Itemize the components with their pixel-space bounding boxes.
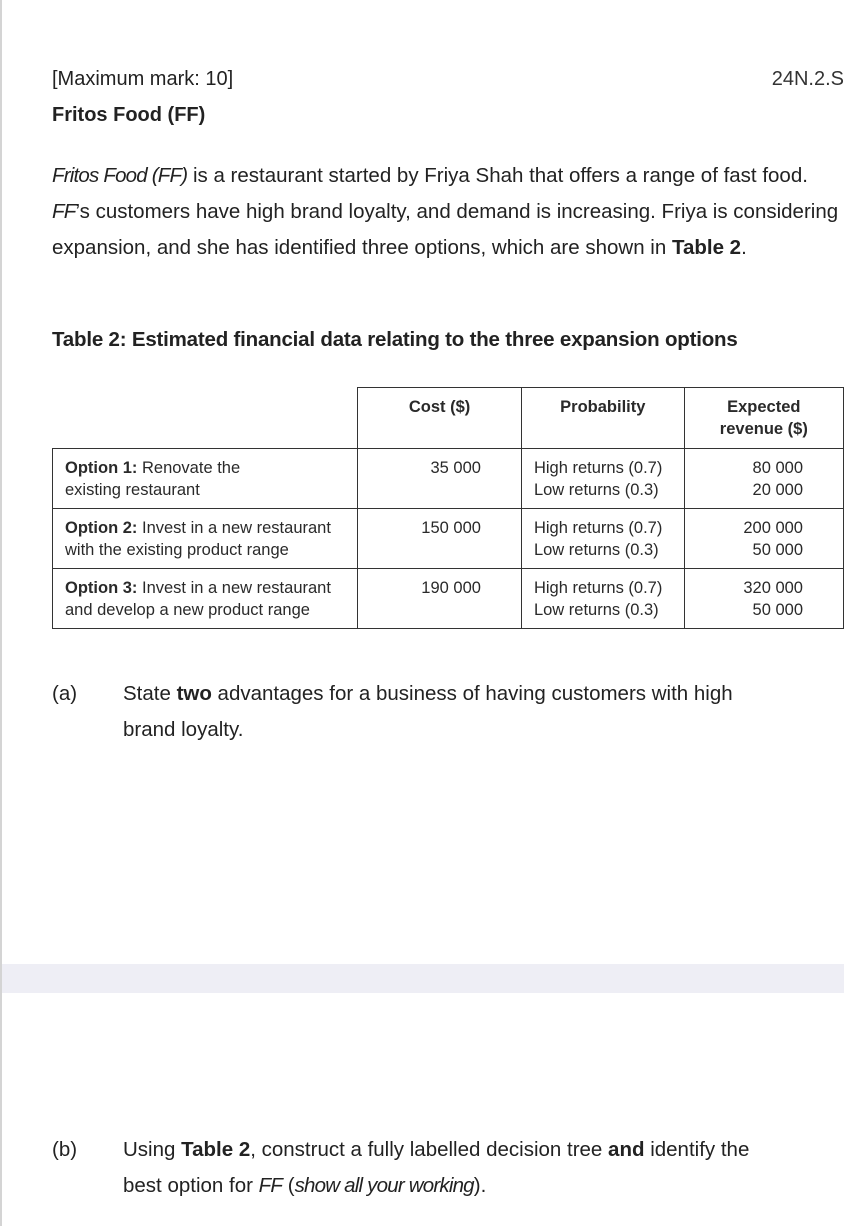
- header-cost: Cost ($): [358, 388, 522, 449]
- prob-high: High returns (0.7): [533, 459, 663, 477]
- option-cell: [53, 509, 358, 569]
- maximum-mark: [Maximum mark: 10]: [52, 68, 234, 90]
- question-a-pre: State: [123, 682, 177, 705]
- prob-high: High returns (0.7): [533, 579, 663, 597]
- intro-text-2: ’s customers have high brand loyalty, and demand is increasing. Friya is considering expansion, and she has identified three options, which are shown in: [52, 200, 839, 259]
- case-title: Fritos Food (FF): [52, 104, 206, 126]
- option-label: Option 3:: [65, 579, 138, 597]
- probability-cell: [521, 509, 684, 569]
- question-b-ff: FF: [258, 1174, 283, 1197]
- intro-ff-abbrev: FF: [52, 200, 76, 223]
- cost-cell: 35 000: [358, 449, 522, 509]
- option-desc-line2: and develop a new product range: [65, 601, 310, 619]
- option-label: Option 2:: [65, 519, 138, 537]
- expansion-options-table: [52, 387, 844, 629]
- prob-low: Low returns (0.3): [533, 541, 659, 559]
- question-b-mid2: identify the best option for: [123, 1138, 750, 1197]
- intro-paragraph: [52, 158, 842, 266]
- option-desc-line1: Renovate the: [137, 459, 241, 477]
- header-blank-cell: [53, 388, 358, 449]
- page-left-edge: [0, 0, 2, 1226]
- header-row: [52, 68, 844, 96]
- question-a-text: [123, 676, 773, 748]
- question-b-mid: , construct a fully labelled decision tree: [250, 1138, 609, 1161]
- revenue-high: 320 000: [743, 579, 803, 597]
- option-desc-line1: Invest in a new restaurant: [137, 579, 331, 597]
- question-b-note: show all your working: [294, 1174, 474, 1197]
- header-expected-revenue: [684, 388, 843, 449]
- intro-table-ref: Table 2: [671, 236, 742, 259]
- table-caption: Table 2: Estimated financial data relating to the three expansion options: [52, 328, 738, 351]
- option-desc-line1: Invest in a new restaurant: [137, 519, 331, 537]
- prob-high: High returns (0.7): [533, 519, 663, 537]
- question-b-text: [123, 1132, 773, 1204]
- revenue-cell: [684, 509, 843, 569]
- probability-cell: [521, 569, 684, 629]
- question-code: 24N.2.S: [771, 68, 844, 90]
- intro-end: .: [741, 236, 747, 259]
- intro-company-name: Fritos Food (FF): [52, 164, 188, 187]
- question-a-bold: two: [176, 682, 212, 705]
- option-label: Option 1:: [65, 459, 138, 477]
- table-row: [53, 509, 844, 569]
- header-revenue-line2: revenue ($): [719, 420, 808, 438]
- cost-cell: 150 000: [358, 509, 522, 569]
- revenue-cell: [684, 569, 843, 629]
- question-b-paren-open: (: [282, 1174, 295, 1197]
- cost-cell: 190 000: [358, 569, 522, 629]
- option-cell: [53, 569, 358, 629]
- revenue-high: 200 000: [743, 519, 803, 537]
- table-header-row: [53, 388, 844, 449]
- question-b-table-ref: Table 2: [181, 1138, 251, 1161]
- prob-low: Low returns (0.3): [533, 481, 659, 499]
- question-b-paren-close: ).: [473, 1174, 487, 1197]
- prob-low: Low returns (0.3): [533, 601, 659, 619]
- header-revenue-line1: Expected: [727, 398, 801, 416]
- option-cell: [53, 449, 358, 509]
- question-b-label: (b): [52, 1138, 78, 1161]
- option-desc-line2: with the existing product range: [65, 541, 289, 559]
- table-row: [53, 569, 844, 629]
- header-probability: Probability: [521, 388, 684, 449]
- question-b-and: and: [608, 1138, 645, 1161]
- question-a-label: (a): [52, 682, 78, 705]
- revenue-high: 80 000: [752, 459, 803, 477]
- revenue-cell: [684, 449, 843, 509]
- question-a-post: advantages for a business of having customers with high brand loyalty.: [123, 682, 733, 741]
- probability-cell: [521, 449, 684, 509]
- intro-text-1: is a restaurant started by Friya Shah that offers a range of fast food.: [187, 164, 808, 187]
- question-b-pre: Using: [123, 1138, 182, 1161]
- revenue-low: 50 000: [752, 601, 803, 619]
- revenue-low: 20 000: [752, 481, 803, 499]
- table-row: [53, 449, 844, 509]
- page-break-band: [2, 964, 844, 993]
- revenue-low: 50 000: [752, 541, 803, 559]
- option-desc-line2: existing restaurant: [65, 481, 200, 499]
